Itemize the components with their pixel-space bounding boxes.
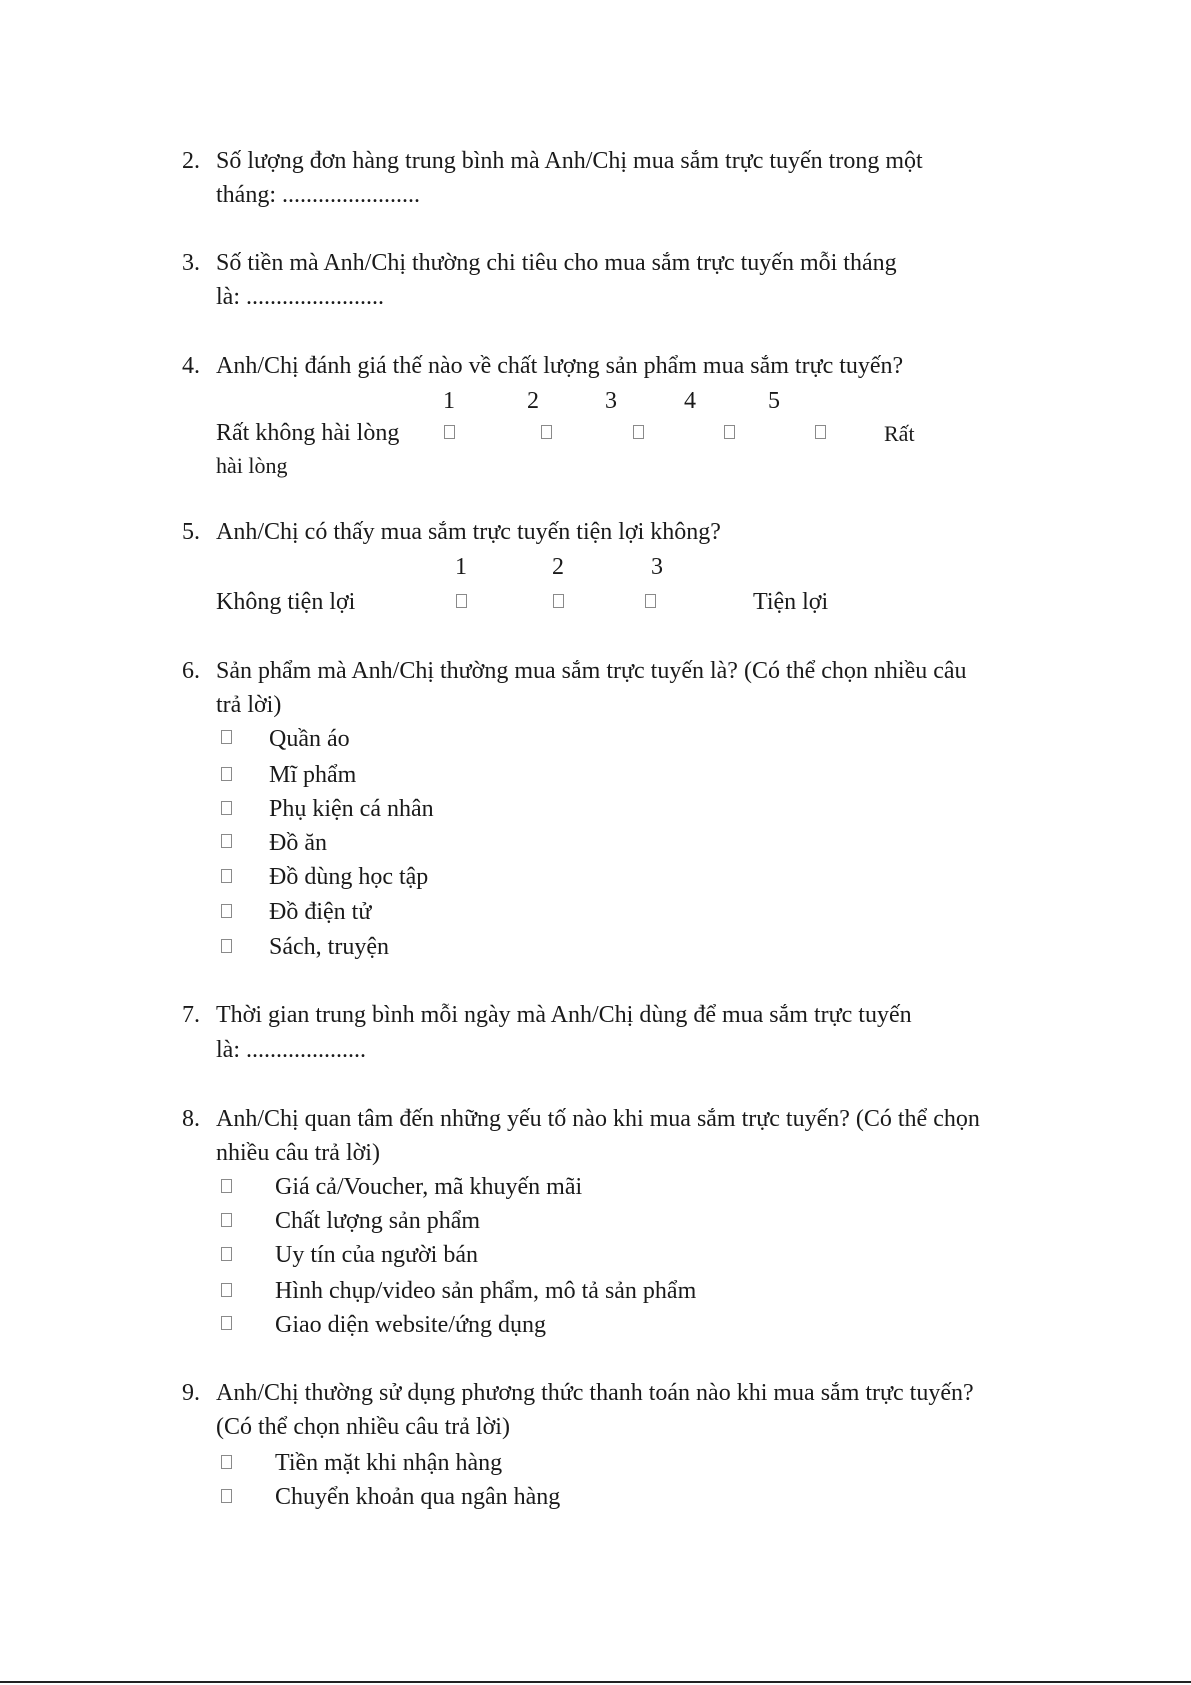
scale-label-5: 5 (768, 388, 780, 414)
question-number: 9. (182, 1380, 200, 1406)
option-label: Hình chụp/video sản phẩm, mô tả sản phẩm (275, 1278, 697, 1304)
scale-label-2: 2 (552, 554, 564, 580)
option-checkbox[interactable] (221, 904, 232, 918)
high-label-continued: hài lòng (216, 453, 288, 478)
option-checkbox[interactable] (221, 1283, 232, 1297)
option-checkbox[interactable] (221, 801, 232, 815)
low-label: Không tiện lợi (216, 589, 356, 615)
option-label: Đồ điện tử (269, 899, 372, 925)
option-label: Phụ kiện cá nhân (269, 796, 434, 822)
question-text: Anh/Chị quan tâm đến những yếu tố nào khi mua sắm trực tuyến? (Có thể chọn (216, 1106, 980, 1132)
question-text-continued: trả lời) (216, 692, 282, 718)
option-checkbox[interactable] (221, 1247, 232, 1261)
rating-checkbox-5[interactable] (815, 425, 826, 439)
question-number: 2. (182, 148, 200, 174)
page-bottom-edge (0, 1681, 1191, 1683)
option-label: Giao diện website/ứng dụng (275, 1312, 546, 1338)
question-number: 8. (182, 1106, 200, 1132)
question-text: Sản phẩm mà Anh/Chị thường mua sắm trực tuyến là? (Có thể chọn nhiều câu (216, 658, 967, 684)
option-label: Tiền mặt khi nhận hàng (275, 1450, 503, 1476)
question-text: Anh/Chị đánh giá thế nào về chất lượng sản phẩm mua sắm trực tuyến? (216, 353, 904, 379)
scale-label-1: 1 (455, 554, 467, 580)
question-text-continued: nhiều câu trả lời) (216, 1140, 380, 1166)
rating-checkbox-2[interactable] (553, 594, 564, 608)
option-label: Uy tín của người bán (275, 1242, 478, 1268)
option-label: Đồ ăn (269, 830, 327, 856)
option-label: Mĩ phẩm (269, 762, 357, 788)
option-checkbox[interactable] (221, 1179, 232, 1193)
scale-label-2: 2 (527, 388, 539, 414)
question-text: Thời gian trung bình mỗi ngày mà Anh/Chị dùng để mua sắm trực tuyến (216, 1002, 912, 1028)
option-checkbox[interactable] (221, 1316, 232, 1330)
option-label: Sách, truyện (269, 934, 389, 960)
answer-blank[interactable]: là: .................... (216, 1037, 366, 1063)
scale-label-3: 3 (605, 388, 617, 414)
rating-checkbox-3[interactable] (645, 594, 656, 608)
question-text: Số lượng đơn hàng trung bình mà Anh/Chị mua sắm trực tuyến trong một (216, 148, 923, 174)
option-checkbox[interactable] (221, 767, 232, 781)
option-checkbox[interactable] (221, 1213, 232, 1227)
question-number: 4. (182, 353, 200, 379)
question-number: 6. (182, 658, 200, 684)
question-text: Anh/Chị có thấy mua sắm trực tuyến tiện lợi không? (216, 519, 721, 545)
option-label: Đồ dùng học tập (269, 864, 429, 890)
scale-label-1: 1 (443, 388, 455, 414)
low-label: Rất không hài lòng (216, 420, 400, 446)
option-label: Giá cả/Voucher, mã khuyến mãi (275, 1174, 583, 1200)
scale-label-3: 3 (651, 554, 663, 580)
answer-blank[interactable]: tháng: ....................... (216, 182, 420, 208)
rating-checkbox-1[interactable] (444, 425, 455, 439)
rating-checkbox-3[interactable] (633, 425, 644, 439)
high-label: Tiện lợi (753, 589, 829, 615)
high-label: Rất (884, 421, 915, 446)
question-number: 7. (182, 1002, 200, 1028)
option-checkbox[interactable] (221, 834, 232, 848)
answer-blank[interactable]: là: ....................... (216, 284, 384, 310)
option-checkbox[interactable] (221, 730, 232, 744)
question-number: 5. (182, 519, 200, 545)
rating-checkbox-1[interactable] (456, 594, 467, 608)
rating-checkbox-2[interactable] (541, 425, 552, 439)
scale-label-4: 4 (684, 388, 696, 414)
option-checkbox[interactable] (221, 869, 232, 883)
question-text-continued: (Có thể chọn nhiều câu trả lời) (216, 1414, 510, 1440)
option-checkbox[interactable] (221, 1489, 232, 1503)
option-label: Chất lượng sản phẩm (275, 1208, 481, 1234)
option-label: Chuyển khoản qua ngân hàng (275, 1484, 561, 1510)
question-text: Anh/Chị thường sử dụng phương thức thanh toán nào khi mua sắm trực tuyến? (216, 1380, 974, 1406)
question-number: 3. (182, 250, 200, 276)
option-label: Quần áo (269, 726, 350, 752)
option-checkbox[interactable] (221, 1455, 232, 1469)
option-checkbox[interactable] (221, 939, 232, 953)
rating-checkbox-4[interactable] (724, 425, 735, 439)
question-text: Số tiền mà Anh/Chị thường chi tiêu cho mua sắm trực tuyến mỗi tháng (216, 250, 897, 276)
